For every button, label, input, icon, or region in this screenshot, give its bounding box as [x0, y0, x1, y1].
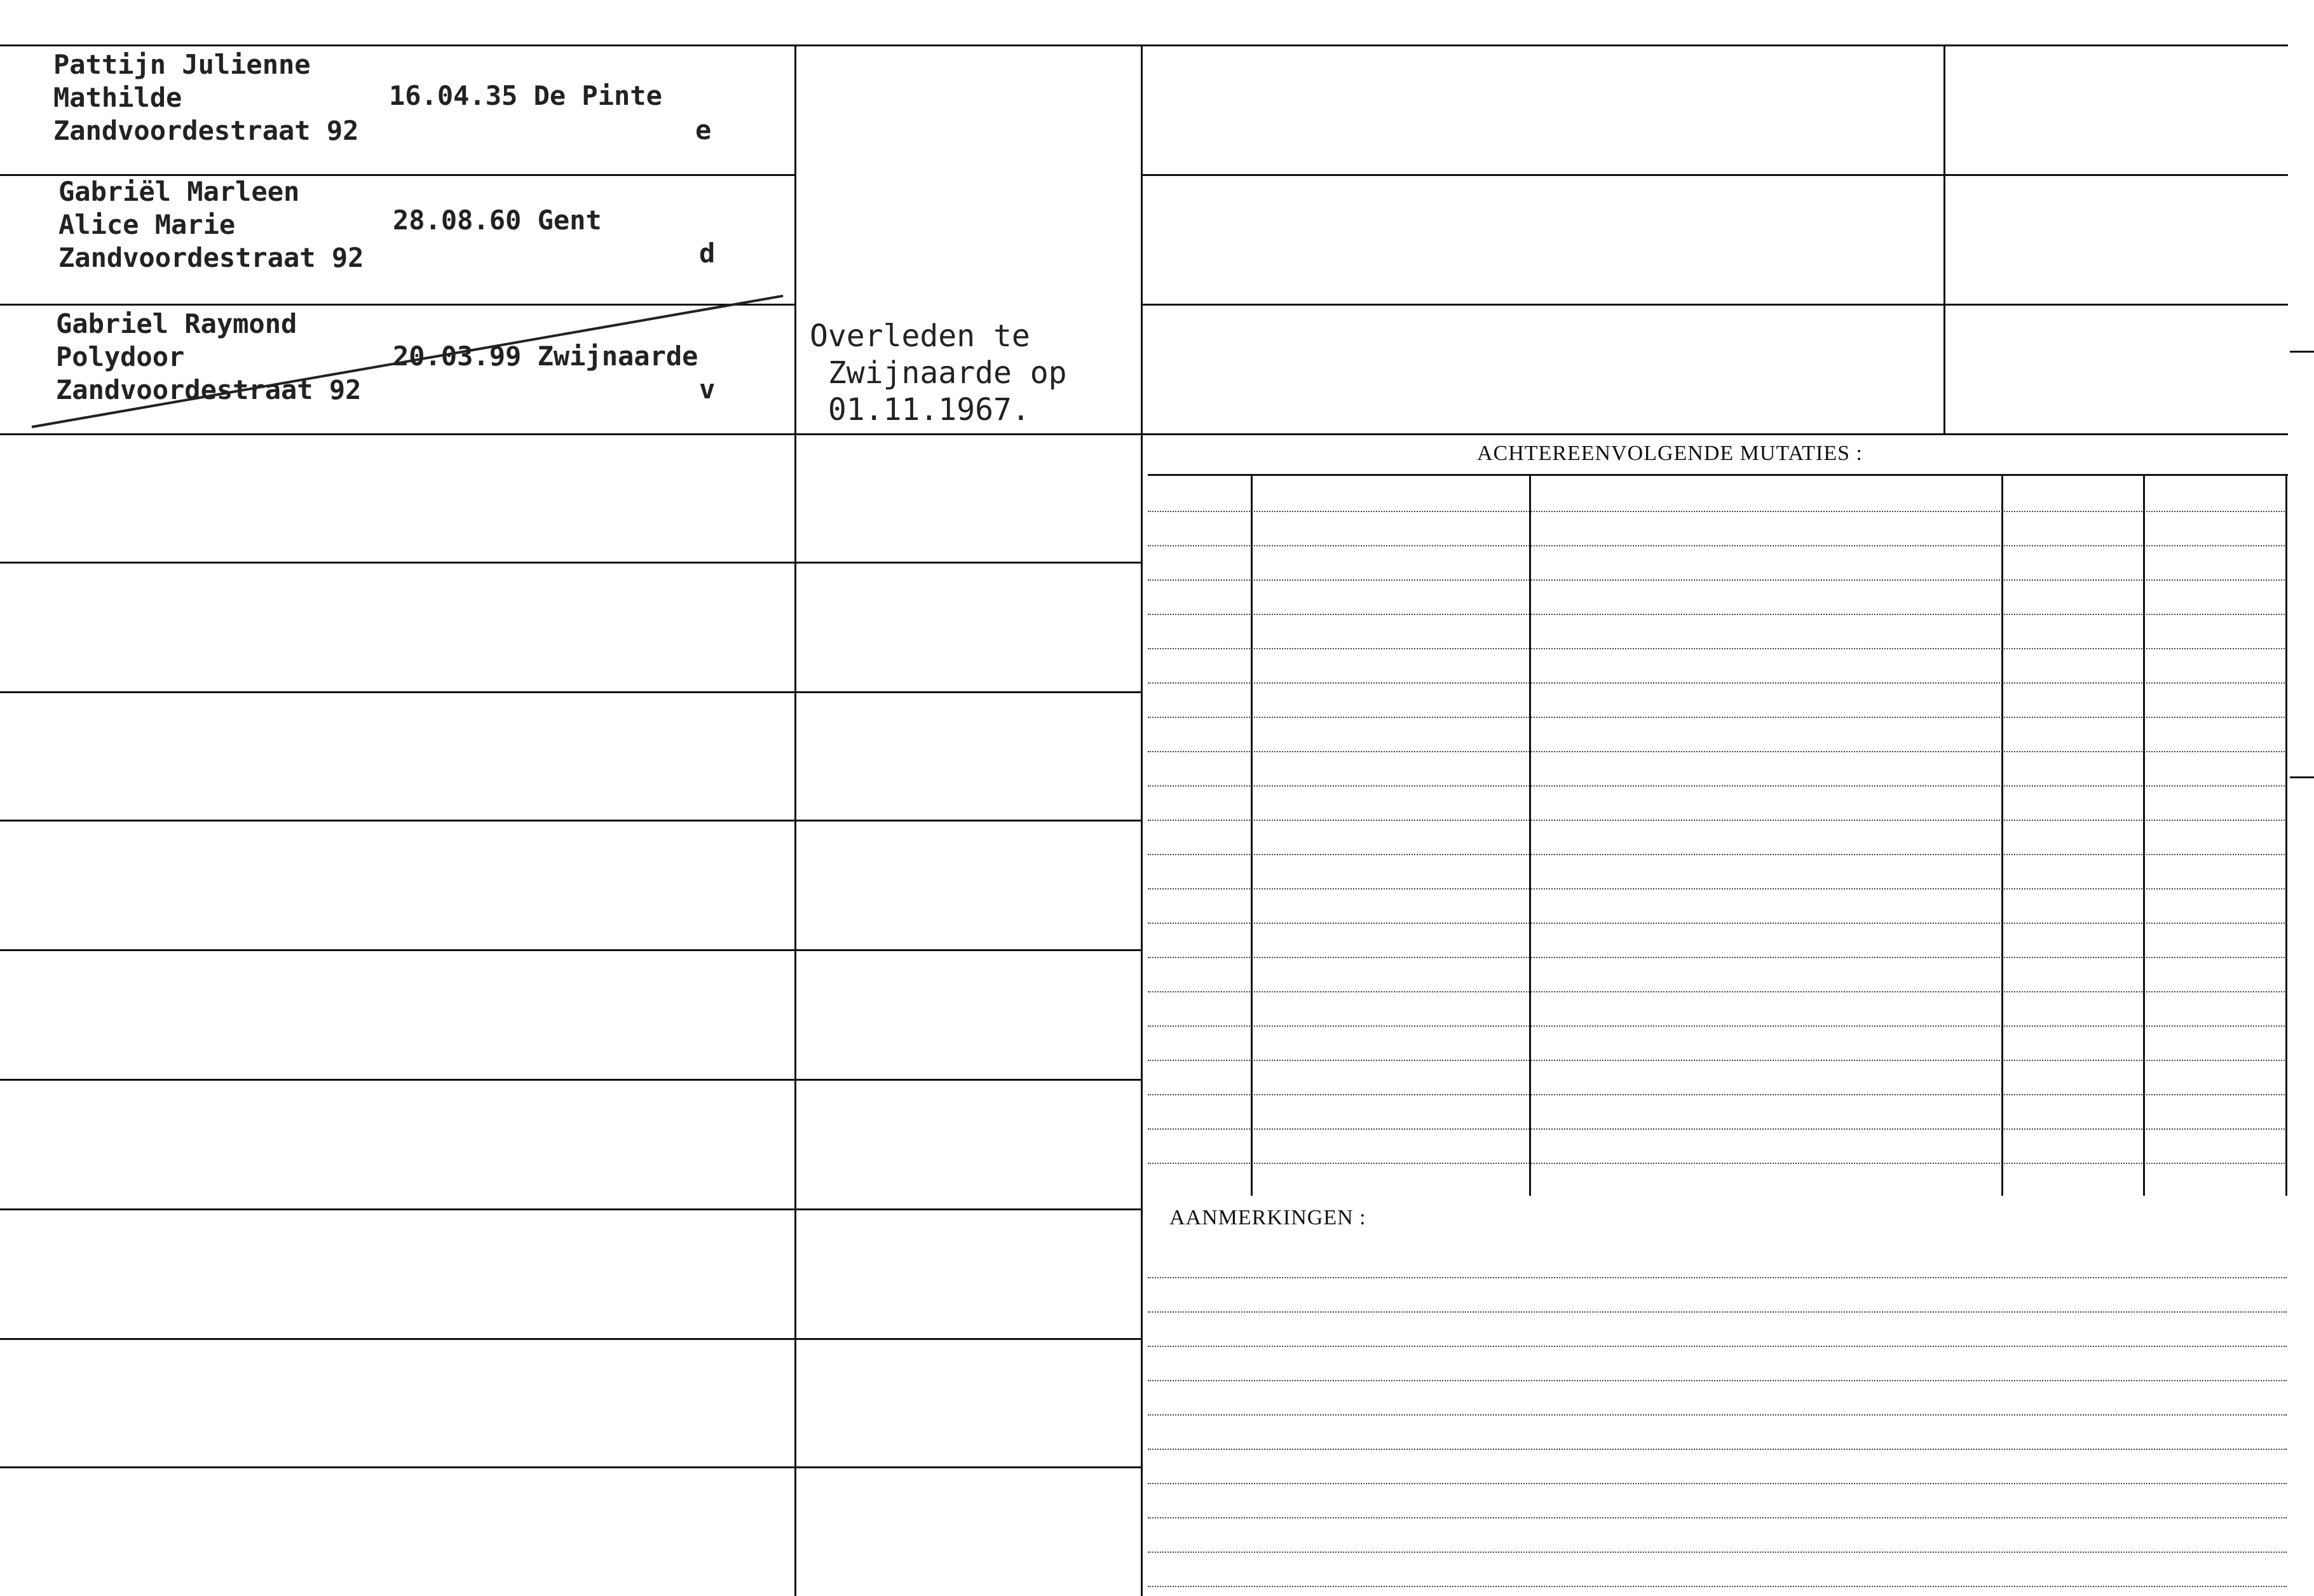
remarks-ruling [1148, 1517, 2287, 1518]
row-divider [0, 949, 794, 951]
status-code: e [695, 114, 712, 145]
status-code: v [699, 374, 716, 405]
mutations-heading: ACHTEREENVOLGENDE MUTATIES : [1477, 442, 1863, 465]
row-divider [0, 433, 1144, 435]
row-divider [796, 1466, 1143, 1468]
remarks-ruling [1148, 1586, 2287, 1587]
mutations-ruling [1148, 1128, 2287, 1130]
remarks-ruling [1148, 1380, 2287, 1381]
mutations-ruling [1148, 854, 2287, 855]
name-line: Gabriel Raymond [56, 308, 297, 339]
mutations-ruling [1148, 888, 2287, 889]
mutations-ruling [1148, 1163, 2287, 1164]
column-divider [794, 46, 796, 1596]
mutations-ruling [1148, 1094, 2287, 1095]
row-divider [796, 949, 1143, 951]
mutations-ruling [1148, 1060, 2287, 1061]
column-divider [1141, 46, 1143, 1596]
mutations-ruling [1148, 785, 2287, 787]
mutations-ruling [1148, 923, 2287, 924]
mutations-ruling [1148, 682, 2287, 684]
death-remark [810, 318, 1067, 428]
mutations-column-divider [2143, 475, 2145, 1196]
person-name [53, 48, 358, 147]
mutations-ruling [1148, 614, 2287, 615]
address-line: Zandvoordestraat 92 [58, 242, 364, 273]
row-divider [0, 562, 794, 564]
row-divider [0, 691, 794, 693]
mutations-column-divider [2001, 475, 2003, 1196]
name-line: Alice Marie [58, 209, 236, 240]
name-line: Gabriël Marleen [58, 176, 300, 207]
edge-tick [2290, 776, 2314, 778]
mutations-ruling [1148, 820, 2287, 821]
person-name [56, 308, 361, 407]
remarks-ruling [1148, 1414, 2287, 1416]
row-divider [796, 1208, 1143, 1210]
row-divider [796, 691, 1143, 693]
remark-line: Overleden te [810, 318, 1030, 354]
remarks-ruling [1148, 1552, 2287, 1553]
address-line: Zandvoordestraat 92 [56, 374, 362, 405]
row-divider [796, 820, 1143, 822]
birth-date-place: 16.04.35 De Pinte [389, 80, 662, 111]
mutations-ruling [1148, 545, 2287, 546]
row-divider [0, 1466, 794, 1468]
address-line: Zandvoordestraat 92 [53, 115, 359, 146]
remarks-ruling [1148, 1449, 2287, 1450]
mutations-column-divider [1251, 475, 1253, 1196]
mutations-column-divider [2285, 475, 2287, 1196]
mutations-ruling [1148, 648, 2287, 649]
row-divider [0, 1338, 794, 1340]
mutations-ruling [1148, 991, 2287, 992]
remarks-ruling [1148, 1277, 2287, 1278]
name-line: Mathilde [53, 82, 182, 113]
row-divider [796, 1079, 1143, 1081]
row-divider [1143, 433, 2288, 435]
remarks-ruling [1148, 1311, 2287, 1313]
name-line: Pattijn Julienne [53, 49, 311, 80]
row-divider [0, 1079, 794, 1081]
birth-date-place: 20.03.99 Zwijnaarde [393, 341, 698, 372]
row-divider [0, 820, 794, 822]
mutations-ruling [1148, 751, 2287, 752]
mutations-ruling [1148, 957, 2287, 958]
status-code: d [699, 238, 716, 269]
row-divider [0, 1208, 794, 1210]
remark-line: 01.11.1967. [810, 392, 1030, 428]
mutations-ruling [1148, 717, 2287, 718]
row-divider [796, 1338, 1143, 1340]
row-divider [1143, 304, 2288, 306]
mutations-top-border [1148, 474, 2288, 476]
row-divider [796, 562, 1143, 564]
mutations-column-divider [1529, 475, 1531, 1196]
remark-line: Zwijnaarde op [810, 355, 1067, 391]
remarks-heading: AANMERKINGEN : [1169, 1206, 1366, 1229]
edge-tick [2290, 351, 2314, 353]
name-line: Polydoor [56, 341, 185, 372]
birth-date-place: 28.08.60 Gent [393, 205, 602, 236]
remarks-ruling [1148, 1346, 2287, 1347]
mutations-ruling [1148, 511, 2287, 512]
column-divider [1943, 46, 1945, 435]
mutations-ruling [1148, 1025, 2287, 1027]
mutations-ruling [1148, 579, 2287, 581]
person-name [58, 175, 364, 274]
remarks-ruling [1148, 1483, 2287, 1484]
row-divider [0, 304, 794, 306]
row-divider [1143, 174, 2288, 176]
